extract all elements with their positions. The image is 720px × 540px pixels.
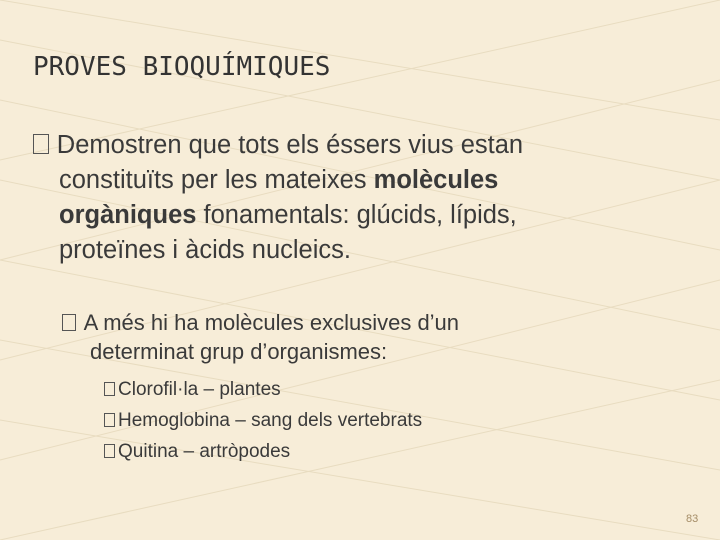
list-item-text: Quitina – artròpodes <box>118 441 291 462</box>
text-line: Demostren que tots els éssers vius estan <box>56 131 524 159</box>
bullet-box-icon <box>104 413 115 427</box>
main-paragraph-line <box>33 198 673 233</box>
main-paragraph-line <box>33 163 673 198</box>
list-item <box>104 374 422 405</box>
list-item <box>104 436 422 467</box>
text-fragment: fonamentals: glúcids, lípids, <box>196 201 517 229</box>
text-line: A més hi ha molècules exclusives d’un <box>83 310 460 335</box>
main-paragraph <box>33 128 673 268</box>
bullet-box-icon <box>104 382 115 396</box>
sub-paragraph-line: determinat grup d’organismes: <box>90 339 388 364</box>
sub-paragraph <box>62 308 622 366</box>
list-item-text: Clorofil·la – plantes <box>118 379 281 400</box>
bullet-box-icon <box>62 314 76 331</box>
example-list <box>104 374 422 467</box>
main-paragraph-line: proteïnes i àcids nucleics. <box>59 236 351 264</box>
text-fragment: constituïts per les mateixes <box>59 166 374 194</box>
bold-term: molècules <box>373 166 499 194</box>
slide-title: PROVES BIOQUÍMIQUES <box>33 52 331 82</box>
list-item-text: Hemoglobina – sang dels vertebrats <box>118 410 423 431</box>
list-item <box>104 405 422 436</box>
bullet-box-icon <box>104 444 115 458</box>
sub-paragraph-line <box>62 308 622 337</box>
slide-number: 83 <box>686 513 699 525</box>
main-paragraph-line <box>33 128 673 163</box>
bullet-box-icon <box>33 134 49 154</box>
bold-term: orgàniques <box>59 201 197 229</box>
